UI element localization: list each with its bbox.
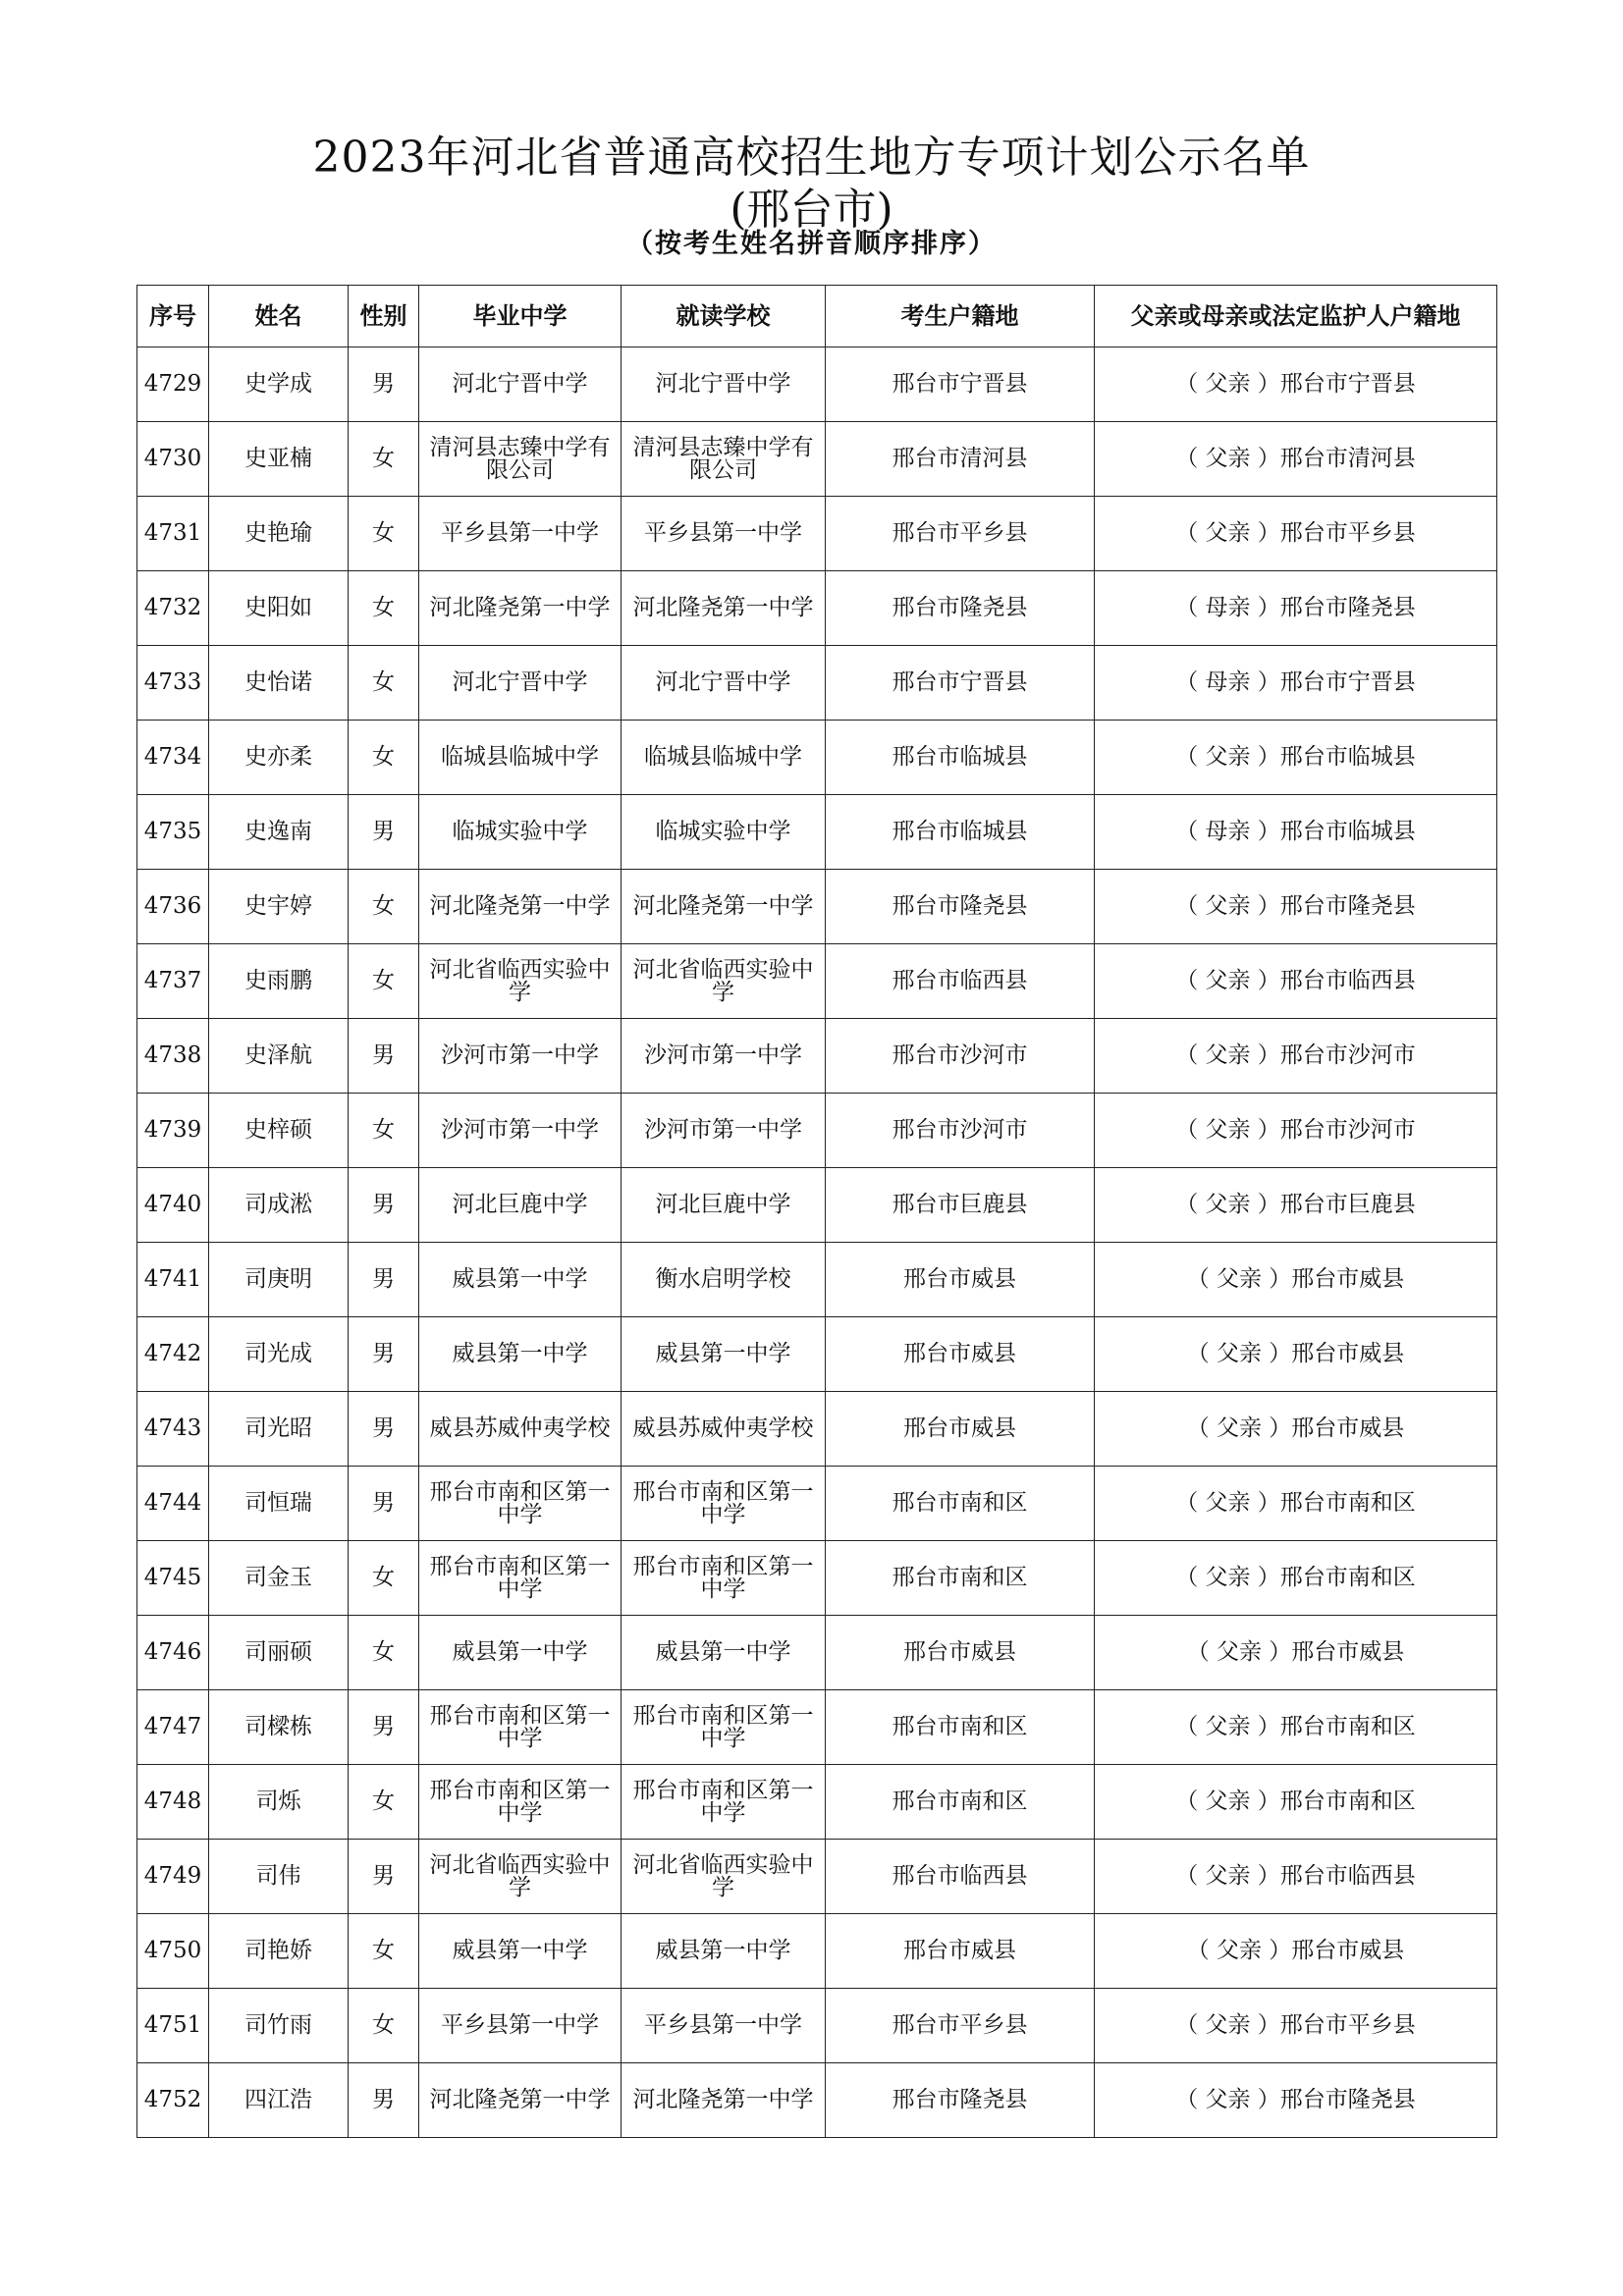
cell-no: 4736 <box>137 870 209 944</box>
cell-current-school: 邢台市南和区第一中学 <box>622 1765 826 1840</box>
cell-name: 司烁 <box>209 1765 349 1840</box>
cell-grad-school: 平乡县第一中学 <box>419 497 622 571</box>
cell-no: 4733 <box>137 646 209 721</box>
cell-current-school: 河北隆尧第一中学 <box>622 571 826 646</box>
cell-guardian-hukou: （ 父亲 ）邢台市威县 <box>1095 1243 1497 1317</box>
cell-hukou: 邢台市南和区 <box>826 1541 1095 1616</box>
cell-guardian-hukou: （ 父亲 ）邢台市宁晋县 <box>1095 347 1497 422</box>
cell-gender: 男 <box>349 1168 419 1243</box>
cell-hukou: 邢台市威县 <box>826 1914 1095 1989</box>
cell-gender: 女 <box>349 721 419 795</box>
cell-hukou: 邢台市沙河市 <box>826 1019 1095 1094</box>
cell-name: 司艳娇 <box>209 1914 349 1989</box>
cell-name: 司樑栋 <box>209 1690 349 1765</box>
cell-name: 史逸南 <box>209 795 349 870</box>
table-header <box>137 286 1497 347</box>
cell-no: 4743 <box>137 1392 209 1467</box>
cell-no: 4740 <box>137 1168 209 1243</box>
cell-hukou: 邢台市临西县 <box>826 944 1095 1019</box>
cell-grad-school: 河北省临西实验中学 <box>419 1840 622 1914</box>
cell-hukou: 邢台市沙河市 <box>826 1094 1095 1168</box>
cell-name: 史亚楠 <box>209 422 349 497</box>
table-row <box>137 870 1497 944</box>
cell-guardian-hukou: （ 父亲 ）邢台市平乡县 <box>1095 1989 1497 2063</box>
cell-no: 4744 <box>137 1467 209 1541</box>
cell-guardian-hukou: （ 父亲 ）邢台市临西县 <box>1095 944 1497 1019</box>
table-row <box>137 1690 1497 1765</box>
page-title: 2023年河北省普通高校招生地方专项计划公示名单 <box>312 133 1311 183</box>
col-header-gender: 性别 <box>349 286 419 347</box>
cell-guardian-hukou: （ 母亲 ）邢台市宁晋县 <box>1095 646 1497 721</box>
cell-grad-school: 威县第一中学 <box>419 1317 622 1392</box>
cell-hukou: 邢台市平乡县 <box>826 1989 1095 2063</box>
cell-current-school: 清河县志臻中学有限公司 <box>622 422 826 497</box>
cell-gender: 女 <box>349 870 419 944</box>
table-row <box>137 347 1497 422</box>
cell-no: 4730 <box>137 422 209 497</box>
cell-hukou: 邢台市临城县 <box>826 795 1095 870</box>
roster-table <box>136 285 1497 2138</box>
cell-grad-school: 沙河市第一中学 <box>419 1019 622 1094</box>
cell-hukou: 邢台市临城县 <box>826 721 1095 795</box>
table-row <box>137 422 1497 497</box>
cell-grad-school: 河北隆尧第一中学 <box>419 571 622 646</box>
col-header-guardian-hukou: 父亲或母亲或法定监护人户籍地 <box>1095 286 1497 347</box>
cell-no: 4747 <box>137 1690 209 1765</box>
cell-name: 司金玉 <box>209 1541 349 1616</box>
cell-guardian-hukou: （ 父亲 ）邢台市南和区 <box>1095 1690 1497 1765</box>
cell-no: 4735 <box>137 795 209 870</box>
cell-guardian-hukou: （ 父亲 ）邢台市清河县 <box>1095 422 1497 497</box>
cell-no: 4752 <box>137 2063 209 2138</box>
cell-guardian-hukou: （ 父亲 ）邢台市威县 <box>1095 1616 1497 1690</box>
cell-current-school: 临城实验中学 <box>622 795 826 870</box>
col-header-current-school: 就读学校 <box>622 286 826 347</box>
cell-grad-school: 威县第一中学 <box>419 1616 622 1690</box>
cell-current-school: 河北隆尧第一中学 <box>622 870 826 944</box>
cell-name: 史梓硕 <box>209 1094 349 1168</box>
cell-name: 史宇婷 <box>209 870 349 944</box>
cell-hukou: 邢台市威县 <box>826 1616 1095 1690</box>
cell-name: 司光昭 <box>209 1392 349 1467</box>
cell-grad-school: 威县苏威仲夷学校 <box>419 1392 622 1467</box>
table-row <box>137 1243 1497 1317</box>
cell-gender: 男 <box>349 1392 419 1467</box>
cell-grad-school: 清河县志臻中学有限公司 <box>419 422 622 497</box>
cell-gender: 女 <box>349 1914 419 1989</box>
cell-gender: 女 <box>349 1094 419 1168</box>
cell-gender: 女 <box>349 422 419 497</box>
cell-grad-school: 河北隆尧第一中学 <box>419 2063 622 2138</box>
cell-gender: 男 <box>349 795 419 870</box>
cell-grad-school: 河北隆尧第一中学 <box>419 870 622 944</box>
cell-hukou: 邢台市南和区 <box>826 1467 1095 1541</box>
cell-gender: 男 <box>349 1317 419 1392</box>
cell-gender: 女 <box>349 1765 419 1840</box>
cell-no: 4738 <box>137 1019 209 1094</box>
cell-name: 司恒瑞 <box>209 1467 349 1541</box>
cell-grad-school: 河北宁晋中学 <box>419 646 622 721</box>
table-row <box>137 795 1497 870</box>
cell-hukou: 邢台市隆尧县 <box>826 571 1095 646</box>
cell-gender: 男 <box>349 1840 419 1914</box>
table-row <box>137 1317 1497 1392</box>
cell-current-school: 威县苏威仲夷学校 <box>622 1392 826 1467</box>
table-row <box>137 1765 1497 1840</box>
cell-guardian-hukou: （ 父亲 ）邢台市沙河市 <box>1095 1094 1497 1168</box>
table-row <box>137 1616 1497 1690</box>
cell-current-school: 威县第一中学 <box>622 1914 826 1989</box>
col-header-no: 序号 <box>137 286 209 347</box>
cell-name: 史阳如 <box>209 571 349 646</box>
cell-grad-school: 邢台市南和区第一中学 <box>419 1467 622 1541</box>
cell-current-school: 平乡县第一中学 <box>622 1989 826 2063</box>
cell-grad-school: 河北省临西实验中学 <box>419 944 622 1019</box>
cell-grad-school: 河北巨鹿中学 <box>419 1168 622 1243</box>
cell-no: 4748 <box>137 1765 209 1840</box>
cell-no: 4750 <box>137 1914 209 1989</box>
cell-current-school: 衡水启明学校 <box>622 1243 826 1317</box>
cell-no: 4749 <box>137 1840 209 1914</box>
cell-current-school: 河北省临西实验中学 <box>622 1840 826 1914</box>
cell-hukou: 邢台市威县 <box>826 1317 1095 1392</box>
cell-hukou: 邢台市巨鹿县 <box>826 1168 1095 1243</box>
cell-name: 史亦柔 <box>209 721 349 795</box>
cell-no: 4741 <box>137 1243 209 1317</box>
cell-guardian-hukou: （ 父亲 ）邢台市平乡县 <box>1095 497 1497 571</box>
cell-guardian-hukou: （ 父亲 ）邢台市南和区 <box>1095 1765 1497 1840</box>
table-row <box>137 1840 1497 1914</box>
cell-guardian-hukou: （ 父亲 ）邢台市威县 <box>1095 1392 1497 1467</box>
cell-grad-school: 临城县临城中学 <box>419 721 622 795</box>
cell-no: 4739 <box>137 1094 209 1168</box>
cell-hukou: 邢台市清河县 <box>826 422 1095 497</box>
cell-name: 史怡诺 <box>209 646 349 721</box>
cell-name: 司竹雨 <box>209 1989 349 2063</box>
cell-guardian-hukou: （ 父亲 ）邢台市沙河市 <box>1095 1019 1497 1094</box>
cell-current-school: 沙河市第一中学 <box>622 1094 826 1168</box>
cell-gender: 女 <box>349 1541 419 1616</box>
cell-guardian-hukou: （ 父亲 ）邢台市临西县 <box>1095 1840 1497 1914</box>
table-row <box>137 1541 1497 1616</box>
table-row <box>137 571 1497 646</box>
cell-guardian-hukou: （ 父亲 ）邢台市南和区 <box>1095 1467 1497 1541</box>
cell-name: 司伟 <box>209 1840 349 1914</box>
cell-current-school: 沙河市第一中学 <box>622 1019 826 1094</box>
cell-current-school: 河北省临西实验中学 <box>622 944 826 1019</box>
cell-no: 4751 <box>137 1989 209 2063</box>
header-row <box>137 286 1497 347</box>
cell-current-school: 邢台市南和区第一中学 <box>622 1690 826 1765</box>
cell-name: 司庚明 <box>209 1243 349 1317</box>
cell-current-school: 邢台市南和区第一中学 <box>622 1467 826 1541</box>
cell-no: 4732 <box>137 571 209 646</box>
cell-no: 4742 <box>137 1317 209 1392</box>
table-body <box>137 347 1497 2138</box>
cell-guardian-hukou: （ 父亲 ）邢台市隆尧县 <box>1095 2063 1497 2138</box>
cell-grad-school: 临城实验中学 <box>419 795 622 870</box>
cell-current-school: 平乡县第一中学 <box>622 497 826 571</box>
cell-gender: 女 <box>349 497 419 571</box>
cell-guardian-hukou: （ 父亲 ）邢台市威县 <box>1095 1914 1497 1989</box>
cell-gender: 女 <box>349 1616 419 1690</box>
table-row <box>137 1019 1497 1094</box>
cell-gender: 女 <box>349 646 419 721</box>
cell-current-school: 河北巨鹿中学 <box>622 1168 826 1243</box>
cell-hukou: 邢台市平乡县 <box>826 497 1095 571</box>
cell-guardian-hukou: （ 母亲 ）邢台市临城县 <box>1095 795 1497 870</box>
col-header-hukou: 考生户籍地 <box>826 286 1095 347</box>
cell-name: 司丽硕 <box>209 1616 349 1690</box>
cell-hukou: 邢台市宁晋县 <box>826 646 1095 721</box>
cell-guardian-hukou: （ 母亲 ）邢台市隆尧县 <box>1095 571 1497 646</box>
cell-current-school: 河北宁晋中学 <box>622 347 826 422</box>
cell-guardian-hukou: （ 父亲 ）邢台市巨鹿县 <box>1095 1168 1497 1243</box>
cell-no: 4734 <box>137 721 209 795</box>
cell-hukou: 邢台市隆尧县 <box>826 870 1095 944</box>
table-row <box>137 721 1497 795</box>
cell-hukou: 邢台市南和区 <box>826 1765 1095 1840</box>
cell-gender: 男 <box>349 2063 419 2138</box>
cell-no: 4746 <box>137 1616 209 1690</box>
cell-hukou: 邢台市临西县 <box>826 1840 1095 1914</box>
cell-grad-school: 河北宁晋中学 <box>419 347 622 422</box>
cell-gender: 男 <box>349 1019 419 1094</box>
cell-grad-school: 威县第一中学 <box>419 1243 622 1317</box>
cell-gender: 女 <box>349 1989 419 2063</box>
cell-gender: 男 <box>349 1690 419 1765</box>
cell-guardian-hukou: （ 父亲 ）邢台市南和区 <box>1095 1541 1497 1616</box>
cell-name: 史泽航 <box>209 1019 349 1094</box>
cell-grad-school: 威县第一中学 <box>419 1914 622 1989</box>
cell-name: 司光成 <box>209 1317 349 1392</box>
cell-gender: 男 <box>349 1243 419 1317</box>
cell-grad-school: 邢台市南和区第一中学 <box>419 1541 622 1616</box>
table-row <box>137 1989 1497 2063</box>
table-row <box>137 497 1497 571</box>
page-subtitle-sort-note: （按考生姓名拼音顺序排序） <box>626 229 997 259</box>
cell-no: 4729 <box>137 347 209 422</box>
cell-hukou: 邢台市威县 <box>826 1243 1095 1317</box>
cell-current-school: 河北宁晋中学 <box>622 646 826 721</box>
cell-name: 史艳瑜 <box>209 497 349 571</box>
cell-gender: 男 <box>349 347 419 422</box>
cell-hukou: 邢台市南和区 <box>826 1690 1095 1765</box>
cell-grad-school: 邢台市南和区第一中学 <box>419 1765 622 1840</box>
cell-current-school: 邢台市南和区第一中学 <box>622 1541 826 1616</box>
cell-current-school: 临城县临城中学 <box>622 721 826 795</box>
cell-no: 4745 <box>137 1541 209 1616</box>
cell-hukou: 邢台市威县 <box>826 1392 1095 1467</box>
cell-no: 4731 <box>137 497 209 571</box>
col-header-grad-school: 毕业中学 <box>419 286 622 347</box>
table-row <box>137 1392 1497 1467</box>
cell-name: 司成淞 <box>209 1168 349 1243</box>
cell-current-school: 河北隆尧第一中学 <box>622 2063 826 2138</box>
table-row <box>137 2063 1497 2138</box>
cell-no: 4737 <box>137 944 209 1019</box>
cell-grad-school: 邢台市南和区第一中学 <box>419 1690 622 1765</box>
cell-guardian-hukou: （ 父亲 ）邢台市隆尧县 <box>1095 870 1497 944</box>
cell-grad-school: 沙河市第一中学 <box>419 1094 622 1168</box>
table-row <box>137 646 1497 721</box>
cell-current-school: 威县第一中学 <box>622 1317 826 1392</box>
cell-guardian-hukou: （ 父亲 ）邢台市威县 <box>1095 1317 1497 1392</box>
cell-gender: 男 <box>349 1467 419 1541</box>
cell-name: 史雨鹏 <box>209 944 349 1019</box>
table-row <box>137 1168 1497 1243</box>
cell-grad-school: 平乡县第一中学 <box>419 1989 622 2063</box>
cell-gender: 女 <box>349 571 419 646</box>
table-row <box>137 1914 1497 1989</box>
page-subtitle-city: (邢台市) <box>730 185 893 235</box>
cell-name: 四江浩 <box>209 2063 349 2138</box>
cell-name: 史学成 <box>209 347 349 422</box>
cell-hukou: 邢台市宁晋县 <box>826 347 1095 422</box>
table-row <box>137 944 1497 1019</box>
table-row <box>137 1467 1497 1541</box>
col-header-name: 姓名 <box>209 286 349 347</box>
cell-hukou: 邢台市隆尧县 <box>826 2063 1095 2138</box>
cell-current-school: 威县第一中学 <box>622 1616 826 1690</box>
cell-gender: 女 <box>349 944 419 1019</box>
table-row <box>137 1094 1497 1168</box>
cell-guardian-hukou: （ 父亲 ）邢台市临城县 <box>1095 721 1497 795</box>
